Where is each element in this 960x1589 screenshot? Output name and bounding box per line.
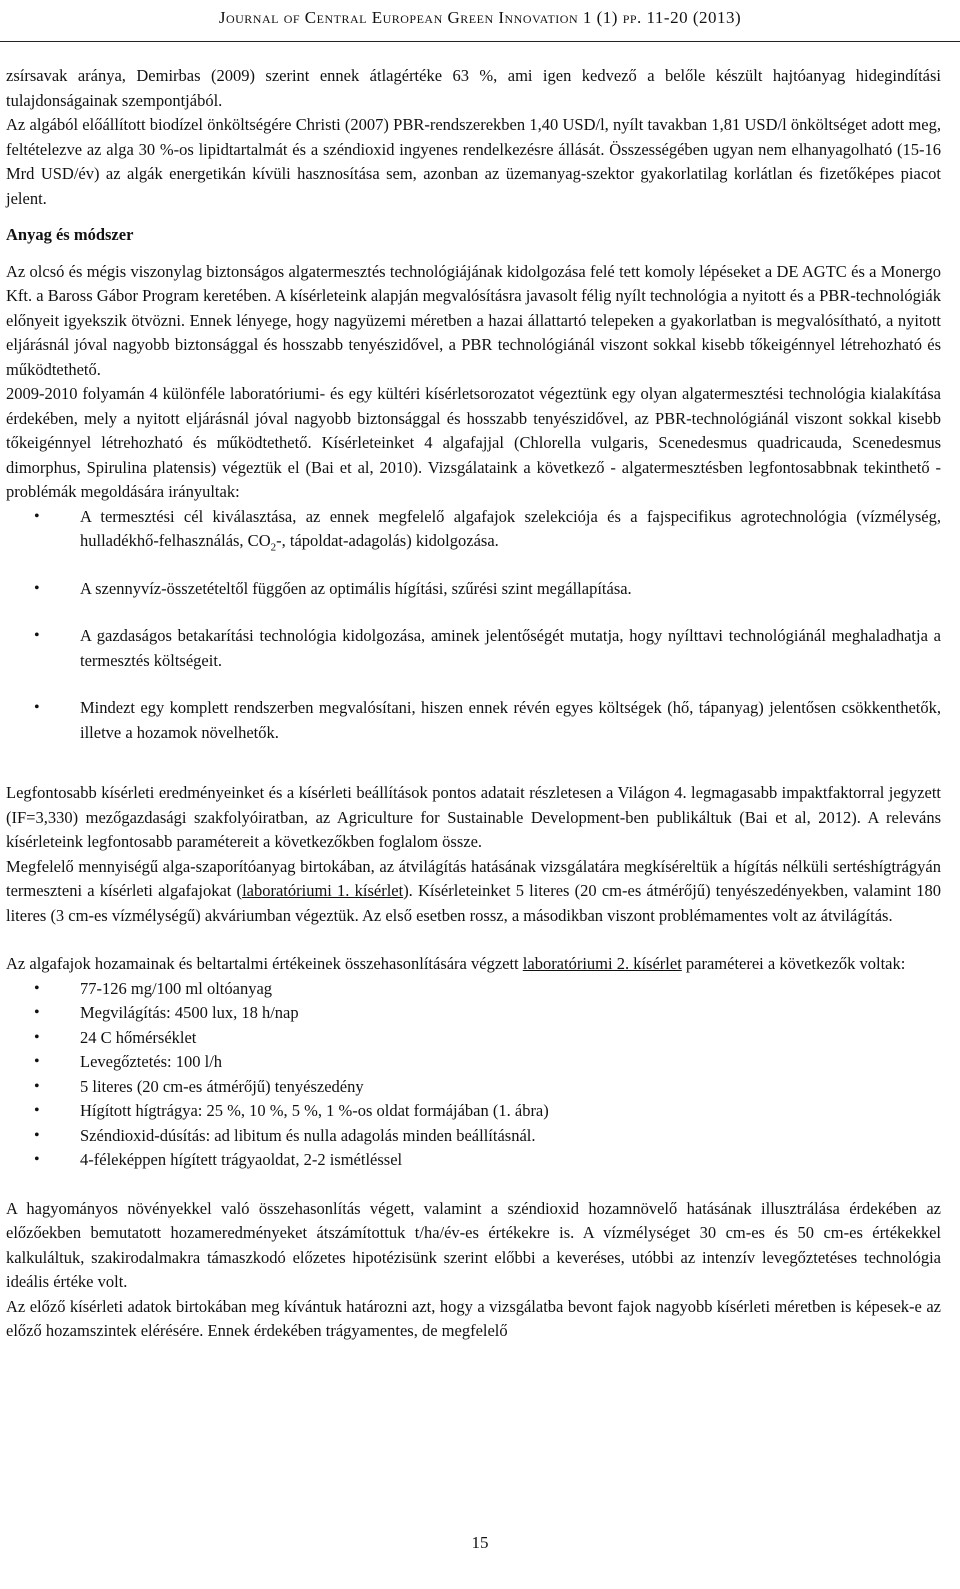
running-header: Journal of Central European Green Innovation 1 (1) pp. 11-20 (2013) [0, 8, 960, 28]
underlined-term: laboratóriumi 1. kísérlet [242, 881, 404, 900]
paragraph-intro-continuation: zsírsavak aránya, Demirbas (2009) szerint ennek átlagértéke 63 %, ami igen kedvező a belőle készült hajtóanyag hidegindítási tulajdonságainak szempontjából. [6, 66, 941, 110]
list-item: • A termesztési cél kiválasztása, az ennek megfelelő algafajok szelekciója és a fajspecifikus agrotechnológia (vízmélység, hulladékhő-felhasználás, $CO_2-$, tápoldat-adagolás) kidolgozása. [34, 506, 941, 554]
bullet-icon: • [34, 1102, 40, 1119]
bullet-icon: • [34, 1053, 40, 1070]
list-item: • Megvilágítás: 4500 lux, 18 h/nap [6, 1001, 941, 1026]
bullet-icon: • [34, 627, 40, 644]
bullet-icon: • [34, 1126, 40, 1144]
parameter-list [6, 977, 941, 1173]
bullet-icon: • [34, 1077, 40, 1095]
bullet-icon: • [34, 507, 40, 525]
bullet-icon: • [34, 1004, 40, 1021]
list-item: • A szennyvíz-összetételtől függően az optimális hígítási, szűrési szint megállapítása. [6, 577, 941, 602]
paragraph-technology: Az olcsó és mégis viszonylag biztonságos algatermesztés technológiájának kidolgozása felé tett komoly lépéseket a DE AGTC és a Monergo Kft. a Baross Gábor Program keretében. A kísérleteink alapján megvalósításra javasolt félig nyílt technológia a nyitott és a PBR-technológiák előnyeit igyekszik ötvözni. Ennek lényege, hogy nagyüzemi méretben a hazai állattartó telepeken a gyakorlatban is megvalósítható, a nyitott eljárásnál jóval nagyobb biztonsággal és hosszabb tenyészidővel, a PBR technológiánál viszont sokkal kisebb tőkeigénnyel létrehozható és működtethető. [6, 261, 941, 379]
bullet-icon: • [34, 1151, 40, 1168]
list-item: • Levegőztetés: 100 l/h [6, 1050, 941, 1075]
list-item: • 24 C hőmérséklet [6, 1026, 941, 1051]
paragraph-yield-conversion: A hagyományos növényekkel való összehasonlítás végett, valamint a széndioxid hozamnövelő hatásának illusztrálása érdekében az előzőekben bemutatott hozameredményeket átszámítottuk t/ha/év-es értékekre is. A vízmélységet 30 cm-es és 50 cm-es értékekkel kalkuláltuk, szakirodalmakra támaszkodó előzetes hipotézisünk szerint előbbi a keveréses, utóbbi az intenzív levegőztetéses technológia ideális értéke volt. [6, 1198, 941, 1291]
bullet-icon: • [34, 1028, 40, 1046]
paragraph-lab-experiment-1: Megfelelő mennyiségű alga-szaporítóanyag birtokában, az átvilágítás hatásának vizsgálatára megkíséreltük a hígítás nélküli sertéshígtrágyán termeszteni a kísérleti algafajokat (laboratóriumi 1. kísérlet). Kísérleteinket 5 literes (20 cm-es átmérőjű) tenyészedényekben, valamint 180 literes (3 cm-es vízmélységű) akváriumban végeztük. Az első esetben rossz, a másodikban viszont problémamentes volt az átvilágítás. [6, 856, 941, 925]
subscript: 2 [270, 541, 277, 554]
paragraph-experiments-2009-2010: 2009-2010 folyamán 4 különféle laboratóriumi- és egy kültéri kísérletsorozatot végeztünk egy olyan algatermesztési technológia kialakítása érdekében, mely a nyitott eljárásnál jóval nagyobb biztonsággal és hosszabb tenyészidővel, az PBR-technológiánál viszont sokkal kisebb tőkeigénnyel létrehozható és működtethető. Kísérleteinket 4 algafajjal (Chlorella vulgaris, Scenedesmus quadricauda, Scenedesmus dimorphus, Spirulina platensis) végeztük el (Bai et al, 2010). Vizsgálataink a következő - algatermesztésben legfontosabbnak tekinthető - problémák megoldására irányultak: [6, 384, 941, 501]
underlined-term: laboratóriumi 2. kísérlet [522, 954, 682, 973]
list-item: • Széndioxid-dúsítás: ad libitum és nulla adagolás minden beállításnál. [6, 1124, 941, 1149]
list-item: • 5 literes (20 cm-es átmérőjű) tenyészedény [6, 1075, 941, 1100]
list-item: • Hígított hígtrágya: 25 %, 10 %, 5 %, 1 %-os oldat formájában (1. ábra) [6, 1099, 941, 1124]
list-item: • 4-féleképpen hígített trágyaoldat, 2-2 ismétléssel [6, 1148, 941, 1173]
problem-list [6, 505, 941, 746]
paragraph-scale-up: Az előző kísérleti adatok birtokában meg kívántuk határozni azt, hogy a vizsgálatba bevont fajok nagyobb kísérleti méretben is képesek-e az előző hozamszintek elérésére. Ennek érdekében trágyamentes, de megfelelő [6, 1296, 941, 1340]
paragraph-biodiesel-cost: Az algából előállított biodízel önköltségére Christi (2007) PBR-rendszerekben 1,40 USD/l, nyílt tavakban 1,81 USD/l önköltséget adott meg, feltételezve az alga 30 %-os lipidtartalmát és a széndioxid ingyenes rendelkezésre állását. Összességében ugyan nem elhanyagolható (15-16 Mrd USD/év) az algák energetikán kívüli hasznosítása sem, azonban az üzemanyag-szektor gyakorlatilag korlátlan és fizetőképes piacot jelent. [6, 115, 941, 208]
list-item: • Mindezt egy komplett rendszerben megvalósítani, hiszen ennek révén egyes költségek (hő, tápanyag) jelentősen csökkenthetők, illetve a hozamok növelhetők. [34, 698, 941, 742]
list-item: • 77-126 mg/100 ml oltóanyag [6, 977, 941, 1002]
bullet-icon: • [34, 579, 40, 597]
bullet-icon: • [34, 979, 40, 997]
page-number: 15 [471, 1533, 489, 1552]
section-heading-materials-methods: Anyag és módszer [6, 225, 134, 244]
list-item: • A gazdaságos betakarítási technológia kidolgozása, aminek jelentőségét mutatja, hogy nyílttavi technológiánál meghaladhatja a termesztés költségeit. [34, 626, 941, 670]
bullet-icon: • [34, 699, 40, 716]
paragraph-key-results: Legfontosabb kísérleti eredményeinket és a kísérleti beállítások pontos adatait részletesen a Világon 4. legmagasabb impaktfaktorral jegyzett (IF=3,330) mezőgazdasági szakfolyóiratban, az Agriculture for Sustainable Development-ben publikáltuk (Bai et al, 2012). A releváns kísérleteink legfontosabb paramétereit a következőkben foglalom össze. [6, 783, 941, 851]
paragraph-lab-experiment-2: Az algafajok hozamainak és beltartalmi értékeinek összehasonlítására végzett laboratóriumi 2. kísérlet paraméterei a következők voltak: [6, 954, 906, 973]
article-body [6, 64, 941, 1344]
